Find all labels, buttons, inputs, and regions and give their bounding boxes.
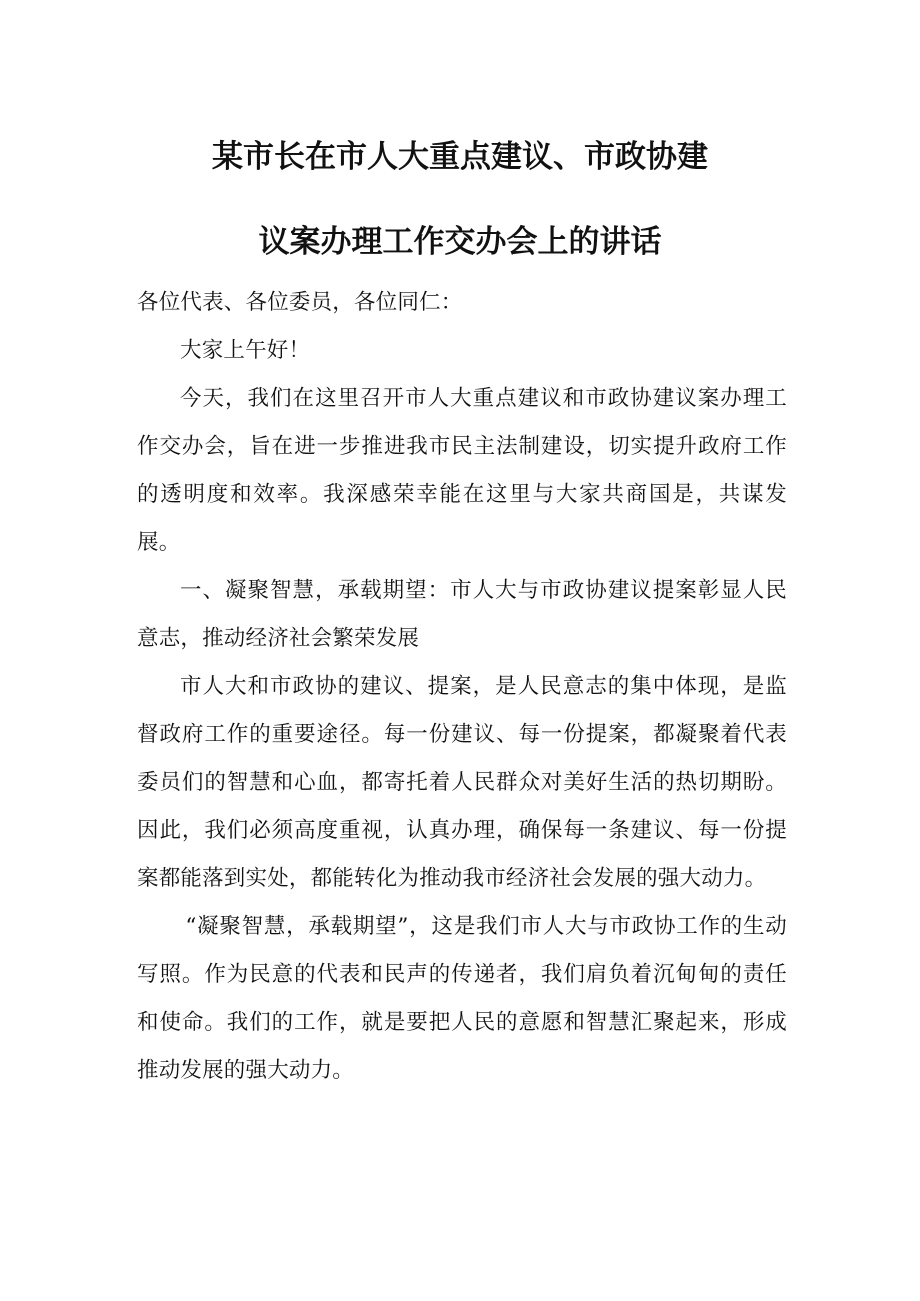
greeting: 大家上午好！	[180, 338, 311, 363]
document-title-line-1: 某市长在市人大重点建议、市政协建	[212, 139, 708, 175]
document-title-line-2: 议案办理工作交办会上的讲话	[258, 224, 662, 260]
paragraph-intro: 今天，我们在这里召开市人大重点建议和市政协建议案办理工作交办会，旨在进一步推进我市民主法制建设，切实提升政府工作的透明度和效率。我深感荣幸能在这里与大家共商国是，共谋发展。	[137, 386, 787, 555]
section-heading-1: 一、凝聚智慧，承载期望：市人大与市政协建议提案彰显人民意志，推动经济社会繁荣发展	[137, 578, 787, 651]
salutation: 各位代表、各位委员，各位同仁：	[137, 290, 463, 315]
paragraph-quote: “凝聚智慧，承载期望”，这是我们市人大与市政协工作的生动写照。作为民意的代表和民声的传递者，我们肩负着沉甸甸的责任和使命。我们的工作，就是要把人民的意愿和智慧汇聚起来，形成推动发展的强大动力。	[137, 914, 787, 1083]
paragraph-proposals: 市人大和市政协的建议、提案，是人民意志的集中体现，是监督政府工作的重要途径。每一份建议、每一份提案，都凝聚着代表委员们的智慧和心血，都寄托着人民群众对美好生活的热切期盼。因此，我们必须高度重视，认真办理，确保每一条建议、每一份提案都能落到实处，都能转化为推动我市经济社会发展的强大动力。	[137, 674, 787, 891]
document-body	[137, 279, 787, 1095]
